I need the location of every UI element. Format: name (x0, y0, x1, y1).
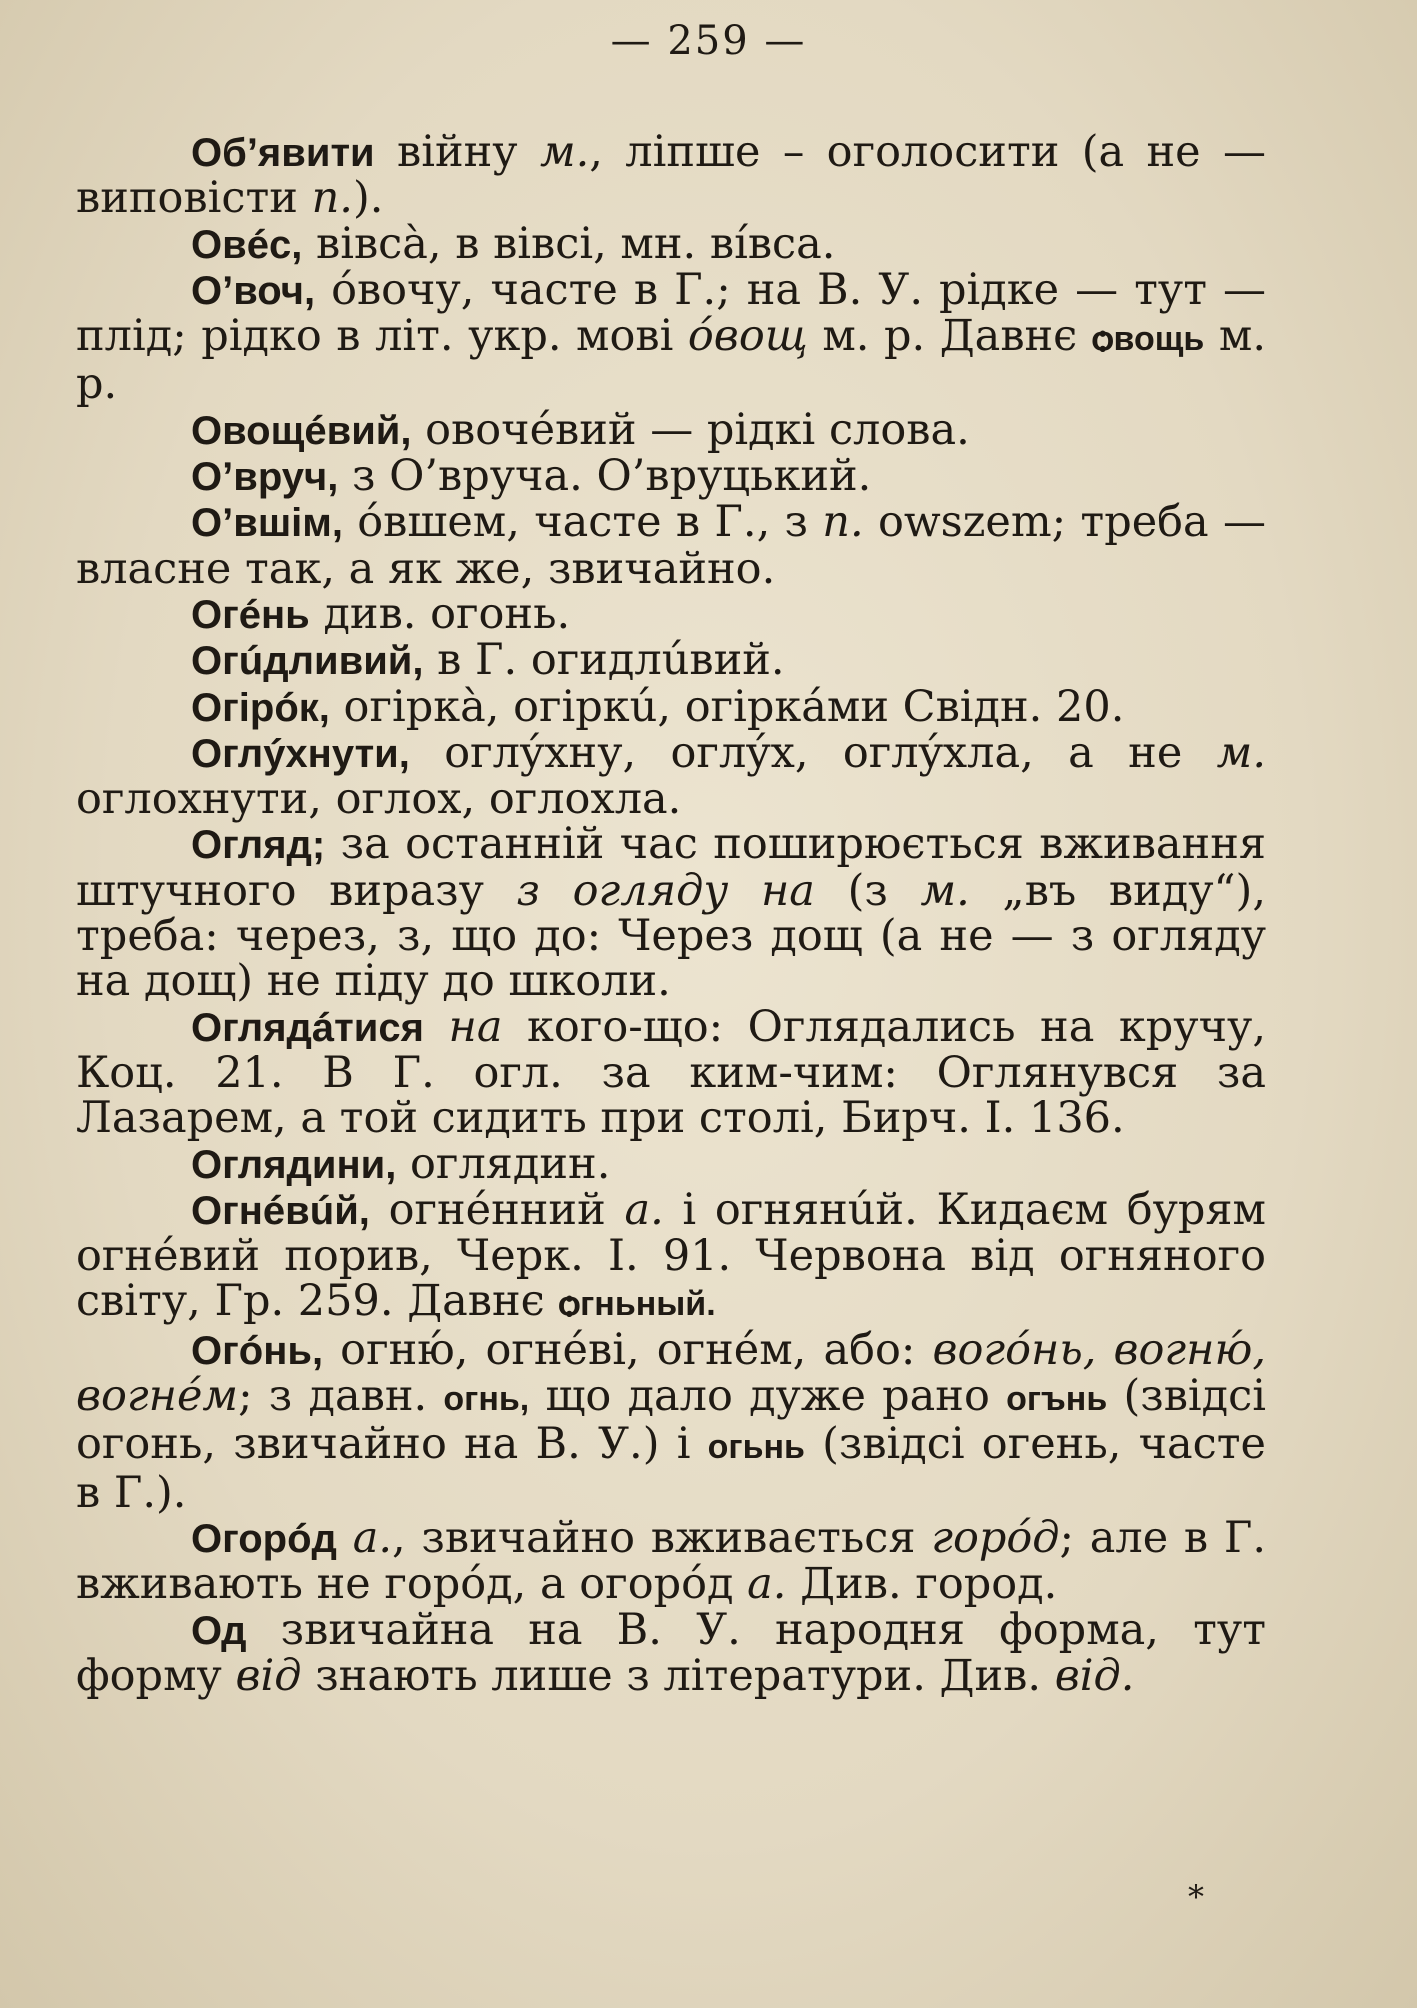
headword: Огірóк, (191, 685, 330, 730)
dictionary-entry (76, 264, 1266, 410)
dictionary-entry (76, 127, 1266, 224)
dictionary-entry (76, 218, 1266, 269)
entry-text: óвочу, часте в Г.; на В. У. рідке — тут — плід; рідко в літ. укр. мові (76, 264, 1266, 362)
italic-text: м. (539, 127, 590, 177)
entry-text: оглядин. (396, 1138, 611, 1189)
entry-text: овочéвий — рідкі слова. (411, 404, 970, 455)
signature-mark: * (1188, 1878, 1204, 1916)
headword: Огляд; (191, 823, 326, 868)
dictionary-entry (76, 1512, 1267, 1610)
entry-text: „въ виду“), треба: через, з, що до: Через дощ (а не — з огляду на дощ) не піду до школи. (76, 865, 1266, 1007)
entry-text: , ліпше – оголосити (а не — виповісти (76, 127, 1266, 224)
italic-text: від. (1054, 1650, 1135, 1701)
headword: Оглýхнути, (191, 731, 410, 776)
old-form-text: ѻгньный. (558, 1285, 716, 1324)
entry-text: огіркà, огіркú, огіркáми Свідн. 20. (329, 681, 1125, 732)
dictionary-entry (76, 819, 1266, 1007)
entry-text: ; але в Г. вживають не горóд, а огорóд (76, 1512, 1267, 1610)
entry-text: (з (814, 865, 921, 916)
entry-text: і огнянúй. Кидаєм бурям огнéвий порив, Черк. І. 91. Червона від огняного світу, Гр. 259. Давнє (76, 1184, 1266, 1327)
italic-text: óвощ (687, 311, 808, 362)
entry-text: owszem; треба — власне так, а як же, звичайно. (76, 497, 1266, 594)
entry-text (424, 1002, 449, 1052)
italic-text: на (448, 1001, 503, 1052)
dictionary-entry (76, 588, 1266, 639)
headword: О’вшім, (191, 501, 343, 546)
entry-text: війну (374, 127, 540, 177)
headword: Огúдливий, (191, 639, 424, 684)
entry-text: огню́, огнéві, огнéм, або: (323, 1324, 933, 1375)
italic-text: м. (1216, 727, 1266, 778)
headword: Огéнь (191, 592, 310, 637)
old-form-text: огънь (1006, 1380, 1108, 1419)
old-form-text: огьнь (707, 1428, 805, 1467)
dictionary-entry (76, 451, 1266, 502)
italic-text: п. (822, 497, 864, 548)
dictionary-text (76, 127, 1267, 1701)
entry-text: (звідсі огонь, звичайно на В. У.) і (76, 1371, 1266, 1470)
dictionary-entry (76, 404, 1266, 455)
italic-text: з огляду на (516, 865, 815, 916)
headword: О’воч, (191, 268, 316, 313)
dictionary-entry (76, 727, 1266, 825)
italic-text: п. (311, 173, 353, 224)
entry-text: (звідсі огень, часте в Г.). (76, 1419, 1266, 1518)
headword: Овéс, (191, 222, 303, 267)
headword: Оглядáтися (191, 1005, 424, 1050)
italic-text: а. (352, 1512, 392, 1563)
italic-text: м. (920, 865, 970, 916)
entry-text: ). (352, 173, 384, 224)
dictionary-entry (76, 1184, 1266, 1328)
italic-text: від (235, 1650, 302, 1701)
dictionary-entry (76, 1001, 1267, 1144)
entry-text: звичайна на В. У. народня форма, тут форму (76, 1604, 1266, 1701)
headword: Огорóд (191, 1516, 337, 1561)
old-form-text: ѻвощь (1091, 320, 1205, 359)
headword: О’вруч, (191, 455, 339, 500)
entry-text: м. р. Давнє (807, 311, 1092, 362)
headword: Об’явити (191, 131, 375, 175)
headword: Огóнь, (191, 1328, 324, 1373)
entry-text: огнéнний (369, 1184, 625, 1235)
entry-text: оглохнути, оглох, оглохла. (76, 774, 682, 825)
entry-text: , звичайно вживається (392, 1512, 932, 1563)
entry-text: Див. город. (786, 1559, 1058, 1610)
dictionary-entry (76, 681, 1266, 732)
dictionary-entry (76, 497, 1266, 594)
old-form-text: огнь, (443, 1380, 530, 1419)
entry-text: вівсà, в вівсі, мн. вíвса. (302, 218, 836, 269)
entry-text (337, 1513, 353, 1563)
headword: Оглядини, (191, 1142, 397, 1187)
entry-text: знають лише з літератури. Див. (301, 1650, 1055, 1701)
entry-text: óвшем, часте в Г., з (342, 497, 823, 548)
page-number: — 259 — (610, 18, 807, 64)
italic-text: а. (747, 1559, 787, 1610)
entry-text: ; з давн. (238, 1371, 444, 1422)
entry-text: в Г. огидлúвий. (423, 635, 785, 686)
italic-text: горóд (931, 1512, 1060, 1563)
dictionary-entry (76, 1138, 1266, 1189)
headword: Огнéвúй, (191, 1188, 370, 1233)
headword: Од (191, 1608, 247, 1653)
entry-text: за останній час поширюється вживання штучного виразу (76, 819, 1266, 916)
entry-text: оглýхну, оглýх, оглýхла, а не (409, 727, 1217, 778)
entry-text: м. р. (76, 311, 1266, 410)
italic-text: вогóнь, вогню́, вогнéм (76, 1324, 1267, 1422)
headword: Овощéвий, (191, 408, 412, 453)
entry-text: що дало дуже рано (529, 1371, 1007, 1422)
dictionary-entry (76, 1604, 1266, 1701)
entry-text: див. огонь. (309, 588, 571, 639)
dictionary-entry (76, 635, 1266, 686)
entry-text: кого-що: Оглядались на кручу, Коц. 21. В Г. огл. за ким-чим: Оглянувся за Лазарем, а той сидить при столі, Бирч. І. 136. (76, 1001, 1267, 1144)
dictionary-entry (76, 1324, 1267, 1518)
italic-text: а. (624, 1184, 664, 1235)
entry-text: з О’вруча. О’вруцький. (338, 451, 872, 502)
